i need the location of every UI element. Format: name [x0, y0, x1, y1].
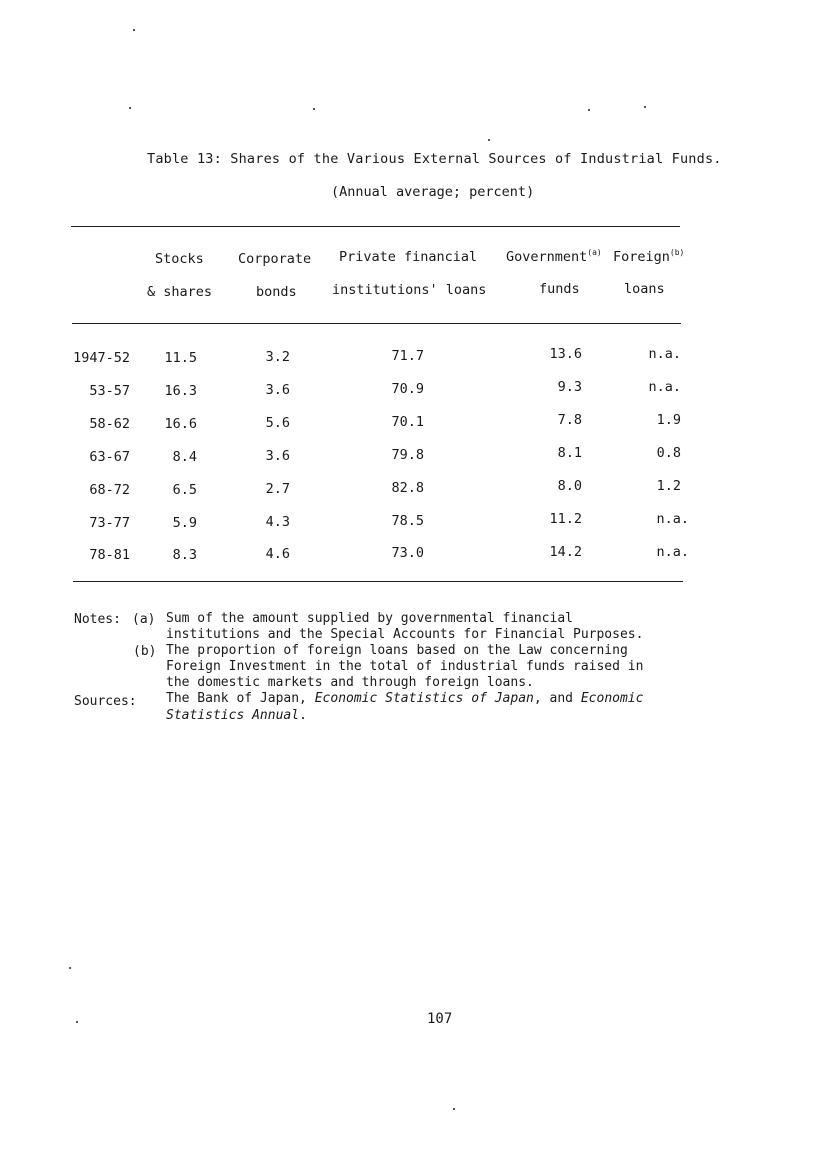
scan-speck: [453, 1108, 455, 1110]
cell-stocks: 8.4: [172, 449, 197, 465]
scan-speck: [488, 139, 490, 141]
header-government-line2: funds: [539, 281, 580, 297]
header-corporate-line1: Corporate: [238, 251, 312, 267]
note-b-line2: Foreign Investment in the total of industrial funds raised in: [166, 659, 644, 674]
cell-bonds: 3.2: [265, 349, 290, 365]
cell-period: 78-81: [89, 547, 130, 563]
cell-bonds: 3.6: [265, 382, 290, 398]
scan-speck: [69, 967, 71, 969]
cell-foreign: n.a.: [656, 511, 689, 527]
header-government-label: Government: [506, 249, 588, 265]
cell-stocks: 6.5: [172, 482, 197, 498]
cell-government: 8.1: [557, 445, 582, 461]
cell-government: 11.2: [549, 511, 582, 527]
cell-government: 13.6: [549, 346, 582, 362]
scan-speck: [313, 108, 315, 110]
sources-end: .: [299, 708, 307, 723]
cell-period: 58-62: [89, 416, 130, 432]
cell-stocks: 5.9: [172, 515, 197, 531]
sources-title-2b: Statistics Annual: [166, 708, 300, 723]
top-rule: [71, 226, 680, 227]
notes-label: Notes:: [74, 612, 121, 627]
cell-period: 73-77: [89, 515, 130, 531]
header-government-line1: [506, 248, 602, 265]
cell-foreign: n.a.: [648, 346, 681, 362]
cell-stocks: 11.5: [164, 350, 197, 366]
note-b-line1: The proportion of foreign loans based on the Law concerning: [166, 643, 628, 658]
header-private-line1: Private financial: [339, 249, 478, 265]
table-subtitle: (Annual average; percent): [331, 184, 535, 200]
cell-bonds: 5.6: [265, 415, 290, 431]
cell-foreign: 1.9: [656, 412, 681, 428]
sources-title-2a: Economic: [580, 691, 644, 706]
cell-bonds: 4.3: [265, 514, 290, 530]
sources-line1: [166, 691, 643, 707]
note-a-line1: Sum of the amount supplied by governmental financial: [166, 611, 573, 626]
cell-government: 14.2: [549, 544, 582, 560]
cell-bonds: 4.6: [265, 546, 290, 562]
cell-private: 79.8: [391, 447, 424, 463]
sources-title-1: Economic Statistics of Japan: [314, 691, 534, 706]
header-foreign-line1: [613, 248, 684, 265]
header-stocks-line2: & shares: [147, 284, 213, 300]
cell-private: 82.8: [391, 480, 424, 496]
note-b-marker: (b): [133, 644, 157, 659]
cell-stocks: 16.3: [164, 383, 197, 399]
sources-text-2: , and: [533, 691, 574, 706]
note-b-line3: the domestic markets and through foreign loans.: [166, 675, 534, 690]
cell-stocks: 8.3: [172, 547, 197, 563]
note-a-line2: institutions and the Special Accounts for Financial Purposes.: [166, 627, 644, 642]
scan-speck: [133, 29, 135, 31]
bottom-rule: [73, 581, 683, 582]
cell-stocks: 16.6: [164, 416, 197, 432]
cell-period: 68-72: [89, 482, 130, 498]
cell-government: 8.0: [557, 478, 582, 494]
cell-private: 78.5: [391, 513, 424, 529]
scan-speck: [588, 109, 590, 111]
note-a-marker: (a): [132, 612, 156, 627]
government-note-marker: (a): [587, 248, 602, 257]
header-foreign-label: Foreign: [613, 249, 670, 265]
header-rule: [72, 323, 681, 324]
page-number: 107: [427, 1011, 453, 1027]
cell-foreign: 0.8: [656, 445, 681, 461]
cell-foreign: n.a.: [648, 379, 681, 395]
sources-label: Sources:: [74, 694, 137, 709]
sources-text-1: The Bank of Japan,: [166, 691, 307, 706]
cell-bonds: 3.6: [265, 448, 290, 464]
cell-period: 1947-52: [73, 350, 130, 366]
cell-bonds: 2.7: [265, 481, 290, 497]
cell-foreign: n.a.: [656, 544, 689, 560]
cell-government: 9.3: [557, 379, 582, 395]
sources-line2: [166, 708, 307, 724]
cell-private: 73.0: [391, 545, 424, 561]
header-private-line2: institutions' loans: [332, 282, 487, 298]
table-title: Table 13: Shares of the Various External Sources of Industrial Funds.: [147, 151, 722, 167]
header-stocks-line1: Stocks: [155, 251, 204, 267]
scan-speck: [76, 1021, 78, 1023]
cell-government: 7.8: [557, 412, 582, 428]
scan-speck: [129, 107, 131, 109]
foreign-note-marker: (b): [669, 248, 685, 257]
cell-private: 70.9: [391, 381, 424, 397]
header-foreign-line2: loans: [624, 281, 665, 297]
cell-foreign: 1.2: [656, 478, 681, 494]
cell-period: 53-57: [89, 383, 130, 399]
scan-speck: [644, 106, 646, 108]
header-corporate-line2: bonds: [256, 284, 297, 300]
cell-private: 71.7: [391, 348, 424, 364]
cell-private: 70.1: [391, 414, 424, 430]
cell-period: 63-67: [89, 449, 130, 465]
